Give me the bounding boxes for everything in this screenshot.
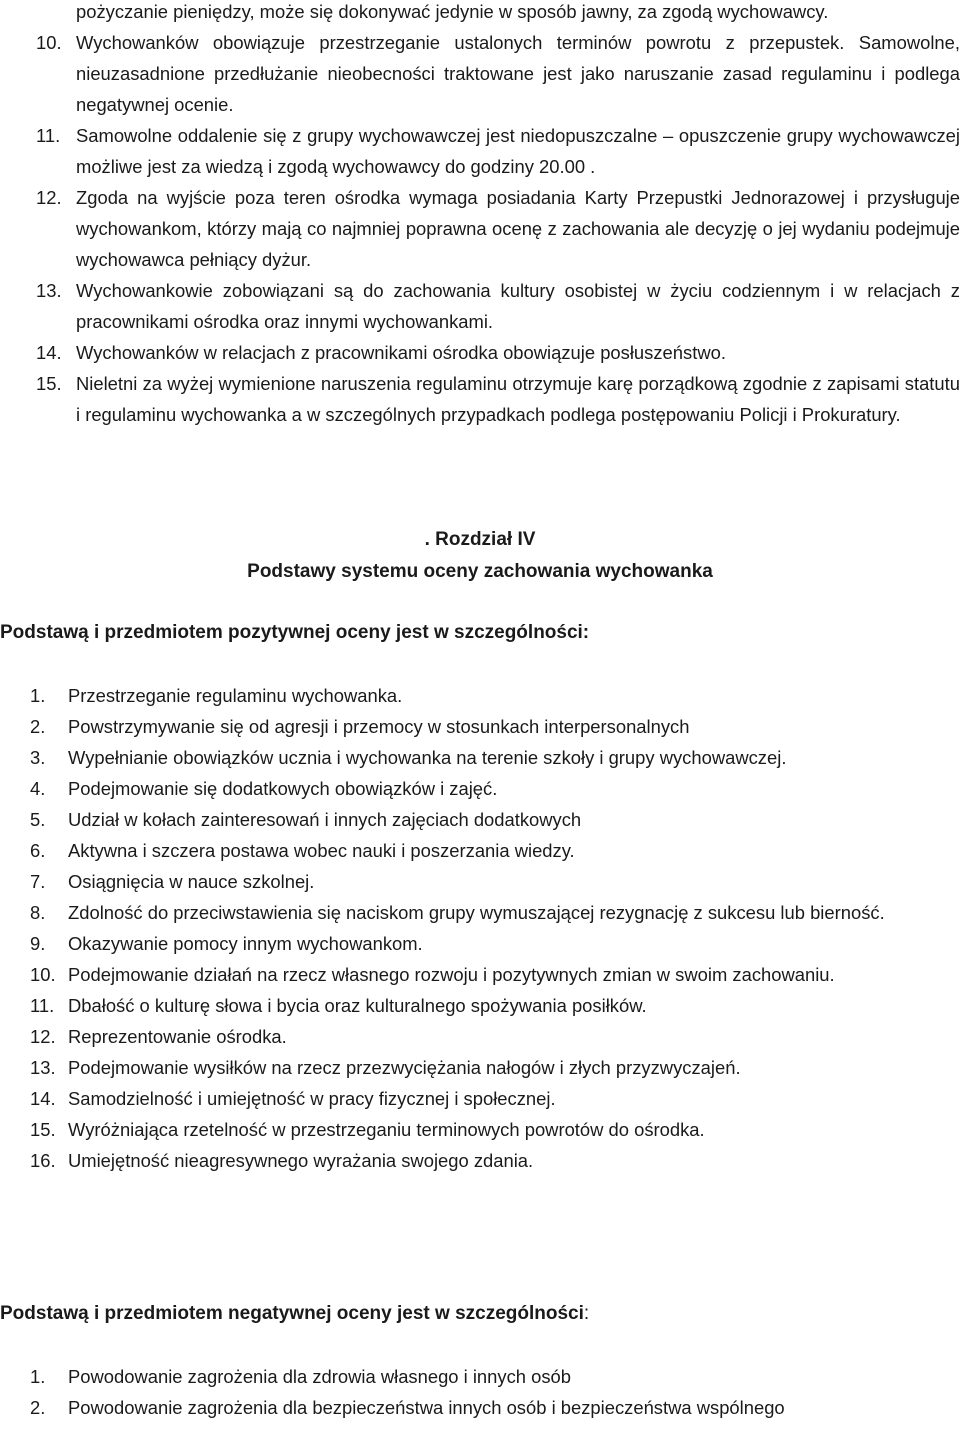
item-text: Udział w kołach zainteresowań i innych zajęciach dodatkowych — [68, 809, 582, 830]
list-item — [0, 1021, 960, 1052]
item-number: 16. — [30, 1150, 56, 1171]
rule-item — [0, 27, 960, 120]
item-number: 1. — [30, 685, 46, 706]
item-text: Powodowanie zagrożenia dla zdrowia własnego i innych osób — [68, 1366, 571, 1387]
negative-heading-text: Podstawą i przedmiotem negatywnej oceny jest w szczególności — [0, 1303, 584, 1324]
item-number: 4. — [30, 778, 46, 799]
rule-continuation-text: pożyczanie pieniędzy, może się dokonywać jedynie w sposób jawny, za zgodą wychowawcy. — [76, 1, 829, 22]
item-number: 9. — [30, 933, 46, 954]
item-text: Reprezentowanie ośrodka. — [68, 1026, 287, 1047]
rule-item — [0, 275, 960, 337]
item-text: Powodowanie zagrożenia dla bezpieczeństwa innych osób i bezpieczeństwa wspólnego — [68, 1397, 785, 1418]
item-number: 3. — [30, 747, 46, 768]
item-text: Aktywna i szczera postawa wobec nauki i poszerzania wiedzy. — [68, 840, 575, 861]
rule-text: Nieletni za wyżej wymienione naruszenia regulaminu otrzymuje karę porządkową zgodnie z zapisami statutu i regulaminu wychowanka a w szczególnych przypadkach podlega postępowaniu Policji i Prokuratury. — [76, 373, 960, 425]
item-number: 2. — [30, 716, 46, 737]
list-item — [0, 835, 960, 866]
rule-number: 12. — [36, 187, 62, 208]
item-number: 8. — [30, 902, 46, 923]
rule-number: 10. — [36, 32, 62, 53]
item-text: Osiągnięcia w nauce szkolnej. — [68, 871, 315, 892]
list-item — [0, 897, 960, 928]
item-number: 2. — [30, 1397, 46, 1418]
list-item — [0, 866, 960, 897]
chapter-subtitle: Podstawy systemu oceny zachowania wychowanka — [247, 561, 713, 582]
item-number: 10. — [30, 964, 56, 985]
item-number: 13. — [30, 1057, 56, 1078]
rules-list — [0, 0, 960, 430]
negative-heading — [0, 1298, 589, 1329]
list-item — [0, 711, 960, 742]
list-item — [0, 680, 960, 711]
list-item — [0, 1083, 960, 1114]
item-text: Okazywanie pomocy innym wychowankom. — [68, 933, 423, 954]
rule-item — [0, 182, 960, 275]
item-number: 11. — [30, 995, 55, 1016]
item-text: Podejmowanie wysiłków na rzecz przezwyciężania nałogów i złych przyzwyczajeń. — [68, 1057, 741, 1078]
list-item — [0, 804, 960, 835]
item-number: 5. — [30, 809, 46, 830]
item-number: 14. — [30, 1088, 56, 1109]
item-text: Zdolność do przeciwstawienia się naciskom grupy wymuszającej rezygnację z sukcesu lub bierność. — [68, 902, 885, 923]
rule-text: Wychowanków obowiązuje przestrzeganie ustalonych terminów powrotu z przepustek. Samowolne, nieuzasadnione przedłużanie nieobecności traktowane jest jako naruszanie zasad regulaminu i podlega negatywnej ocenie. — [76, 32, 960, 115]
list-item — [0, 742, 960, 773]
list-item — [0, 1052, 960, 1083]
list-item — [0, 1392, 960, 1423]
rule-continuation — [0, 0, 960, 27]
list-item — [0, 928, 960, 959]
chapter-title: . Rozdział IV — [424, 529, 536, 550]
negative-list — [0, 1361, 960, 1423]
item-text: Umiejętność nieagresywnego wyrażania swojego zdania. — [68, 1150, 534, 1171]
list-item — [0, 990, 960, 1021]
list-item — [0, 1114, 960, 1145]
item-text: Podejmowanie działań na rzecz własnego rozwoju i pozytywnych zmian w swoim zachowaniu. — [68, 964, 835, 985]
list-item — [0, 1145, 960, 1176]
negative-heading-colon: : — [583, 1303, 590, 1324]
item-number: 6. — [30, 840, 46, 861]
item-text: Samodzielność i umiejętność w pracy fizycznej i społecznej. — [68, 1088, 556, 1109]
item-text: Powstrzymywanie się od agresji i przemocy w stosunkach interpersonalnych — [68, 716, 690, 737]
rule-number: 11. — [36, 125, 61, 146]
list-item — [0, 959, 960, 990]
rule-item — [0, 368, 960, 430]
list-item — [0, 1361, 960, 1392]
positive-heading: Podstawą i przedmiotem pozytywnej oceny jest w szczególności: — [0, 622, 590, 643]
rule-number: 13. — [36, 280, 62, 301]
item-text: Wyróżniająca rzetelność w przestrzeganiu terminowych powrotów do ośrodka. — [68, 1119, 705, 1140]
rule-text: Zgoda na wyjście poza teren ośrodka wymaga posiadania Karty Przepustki Jednorazowej i przysługuje wychowankom, którzy mają co najmniej poprawna ocenę z zachowania ale decyzję o jej wydaniu podejmuje wychowawca pełniący dyżur. — [76, 187, 960, 270]
rule-text: Samowolne oddalenie się z grupy wychowawczej jest niedopuszczalne – opuszczenie grupy wychowawczej możliwe jest za wiedzą i zgodą wychowawcy do godziny 20.00 . — [76, 125, 960, 177]
item-number: 12. — [30, 1026, 56, 1047]
rule-number: 14. — [36, 342, 62, 363]
rule-number: 15. — [36, 373, 62, 394]
item-text: Podejmowanie się dodatkowych obowiązków i zajęć. — [68, 778, 498, 799]
item-number: 7. — [30, 871, 46, 892]
item-text: Wypełnianie obowiązków ucznia i wychowanka na terenie szkoły i grupy wychowawczej. — [68, 747, 787, 768]
list-item — [0, 773, 960, 804]
positive-list — [0, 680, 960, 1176]
item-text: Przestrzeganie regulaminu wychowanka. — [68, 685, 403, 706]
rule-item — [0, 120, 960, 182]
item-text: Dbałość o kulturę słowa i bycia oraz kulturalnego spożywania posiłków. — [68, 995, 647, 1016]
item-number: 15. — [30, 1119, 56, 1140]
rule-text: Wychowankowie zobowiązani są do zachowania kultury osobistej w życiu codziennym i w relacjach z pracownikami ośrodka oraz innymi wychowankami. — [76, 280, 960, 332]
rule-item — [0, 337, 960, 368]
rule-text: Wychowanków w relacjach z pracownikami ośrodka obowiązuje posłuszeństwo. — [76, 342, 726, 363]
item-number: 1. — [30, 1366, 46, 1387]
